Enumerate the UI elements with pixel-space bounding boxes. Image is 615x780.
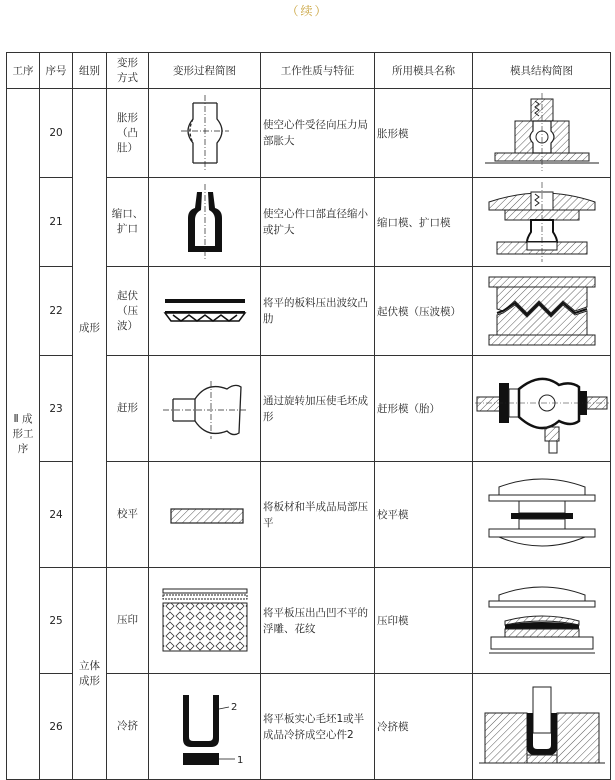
group-solid-forming-label: 立体成形 (79, 659, 100, 687)
feature-text: 通过旋转加压使毛坯成形 (261, 356, 375, 462)
method-label: 赶形 (117, 402, 138, 414)
part-label-1: 1 (236, 754, 243, 766)
cold-extrusion-die-diagram (475, 677, 609, 777)
necking-process-diagram (155, 180, 255, 265)
cold-extrusion-sketch (149, 674, 261, 780)
flattening-sketch (149, 462, 261, 568)
die-name: 赶形模（胎） (375, 356, 473, 462)
process-table (6, 52, 611, 780)
necking-die-sketch (473, 178, 611, 267)
header-die-sketch: 模具结构简图 (473, 53, 611, 89)
embossing-die-diagram (475, 269, 609, 354)
row-number: 24 (40, 462, 73, 568)
header-die-name: 所用模具名称 (375, 53, 473, 89)
feature-text: 将平的板料压出波纹凸肋 (261, 267, 375, 356)
row-number: 23 (40, 356, 73, 462)
necking-die-diagram (475, 180, 609, 265)
header-process: 工序 (7, 53, 40, 89)
die-name: 冷挤模 (375, 674, 473, 780)
header-sketch: 变形过程简图 (149, 53, 261, 89)
die-name: 校平模 (375, 462, 473, 568)
method-cell (107, 267, 149, 356)
feature-text: 将平板压出凸凹不平的浮雕、花纹 (261, 568, 375, 674)
method-label: 压印 (117, 614, 138, 626)
group-forming-cell (73, 89, 107, 568)
method-label: 胀形（凸肚） (117, 111, 138, 154)
flattening-process-diagram (155, 465, 255, 565)
table-row (7, 89, 611, 178)
table-header-row (7, 53, 611, 89)
die-name: 胀形模 (375, 89, 473, 178)
method-cell (107, 674, 149, 780)
coining-process-diagram (155, 571, 255, 671)
cold-extrusion-die-sketch (473, 674, 611, 780)
die-name: 缩口模、扩口模 (375, 178, 473, 267)
spinning-process-diagram (155, 359, 255, 459)
coining-die-sketch (473, 568, 611, 674)
method-cell (107, 356, 149, 462)
row-number: 20 (40, 89, 73, 178)
header-feature: 工作性质与特征 (261, 53, 375, 89)
part-label-2: 2 (230, 701, 237, 713)
method-cell (107, 462, 149, 568)
flattening-die-diagram (475, 465, 609, 565)
row-number: 25 (40, 568, 73, 674)
bulging-sketch (149, 89, 261, 178)
spinning-sketch (149, 356, 261, 462)
continued-label: （续） (286, 4, 329, 18)
row-number: 21 (40, 178, 73, 267)
coining-die-diagram (475, 571, 609, 671)
header-group: 组别 (73, 53, 107, 89)
header-method (107, 53, 149, 89)
die-name: 起伏模（压波模） (375, 267, 473, 356)
bulging-die-sketch (473, 89, 611, 178)
spinning-die-diagram (475, 359, 609, 459)
group-solid-forming-cell (73, 568, 107, 780)
bulging-die-diagram (475, 91, 609, 176)
header-number: 序号 (40, 53, 73, 89)
bulging-process-diagram (155, 91, 255, 176)
feature-text: 将板材和半成品局部压平 (261, 462, 375, 568)
embossing-die-sketch (473, 267, 611, 356)
flattening-die-sketch (473, 462, 611, 568)
row-number: 26 (40, 674, 73, 780)
header-method-text: 变形方式 (117, 56, 138, 84)
process-group-cell (7, 89, 40, 780)
group-forming-label: 成形 (79, 321, 100, 334)
table-row (7, 568, 611, 674)
method-label: 校平 (117, 508, 138, 520)
spinning-die-sketch (473, 356, 611, 462)
method-cell (107, 89, 149, 178)
row-number: 22 (40, 267, 73, 356)
feature-text: 将平板实心毛坯1或半成品冷挤成空心件2 (261, 674, 375, 780)
feature-text: 使空心件受径向压力局部胀大 (261, 89, 375, 178)
method-label: 缩口、扩口 (111, 208, 144, 235)
method-label: 冷挤 (117, 720, 138, 732)
embossing-process-diagram (155, 269, 255, 354)
embossing-sketch (149, 267, 261, 356)
method-cell (107, 568, 149, 674)
feature-text: 使空心件口部直径缩小或扩大 (261, 178, 375, 267)
necking-sketch (149, 178, 261, 267)
die-name: 压印模 (375, 568, 473, 674)
cold-extrusion-process-diagram (155, 677, 255, 777)
method-cell (107, 178, 149, 267)
coining-sketch (149, 568, 261, 674)
method-label: 起伏（压波） (117, 289, 138, 332)
process-group-label: Ⅱ 成形工序 (12, 412, 34, 455)
